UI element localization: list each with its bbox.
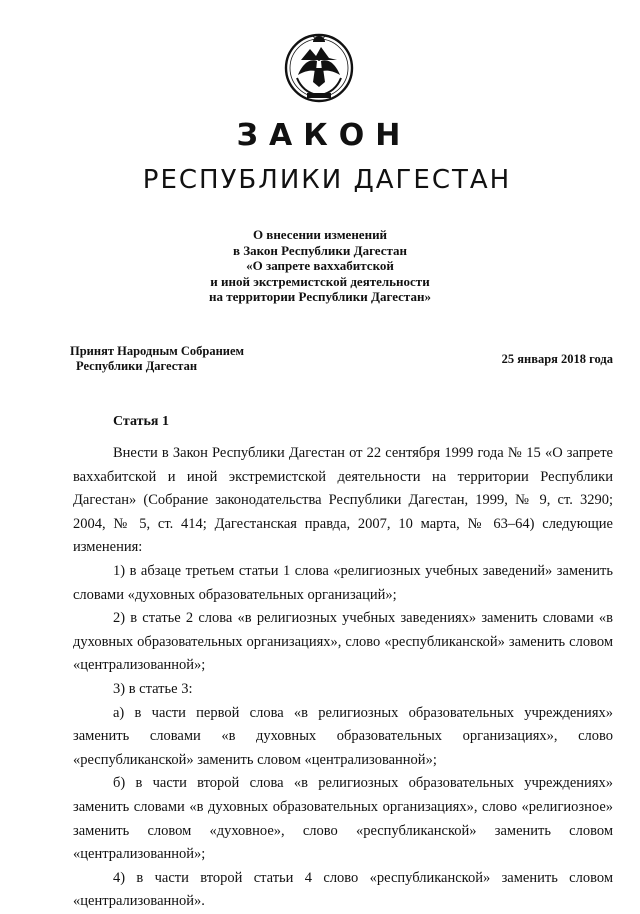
subtitle-line: и иной экстремистской деятельности — [210, 273, 430, 289]
article-paragraph: 2) в статье 2 слова «в религиозных учебных заведениях» заменить словами «в духовных образовательных организациях», слово «республиканской» заменить словом «централизованной»; — [73, 610, 613, 674]
article-paragraph: 3) в статье 3: — [113, 680, 193, 697]
subtitle-line: «О запрете ваххабитской — [246, 258, 394, 273]
article-paragraph: 4) в части второй статьи 4 слово «республиканской» заменить словом «централизованной». — [73, 869, 613, 910]
adoption-line: Республики Дагестан — [76, 359, 198, 373]
article-paragraph: б) в части второй слова «в религиозных образовательных учреждениях» заменить словами «в духовных образовательных организациях», слово «религиозное» заменить словом «духовное», слово «республиканской» заменить словом «централизованной»; — [73, 775, 613, 863]
subtitle-line: на территории Республики Дагестан» — [209, 289, 431, 304]
subtitle-line: О внесении изменений — [252, 227, 388, 242]
law-republic-name: РЕСПУБЛИКИ ДАГЕСТАН — [142, 165, 512, 195]
article-body — [73, 442, 613, 914]
adoption-line: Принят Народным Собранием — [70, 344, 245, 358]
adoption-statement — [70, 344, 244, 374]
article-heading: Статья 1 — [113, 414, 169, 429]
adoption-date: 25 января 2018 года — [501, 352, 613, 366]
article-paragraph: а) в части первой слова «в религиозных образовательных учреждениях» заменить словами «в духовных образовательных организациях», слово «республиканской» заменить словом «централизованной»; — [73, 704, 613, 768]
law-title: ЗАКОН — [236, 118, 412, 153]
article-paragraph: Внести в Закон Республики Дагестан от 22 сентября 1999 года № 15 «О запрете ваххабитской и иной экстремистской деятельности на территории Республики Дагестан» (Собрание законодательства Республики Дагестан, 1999, № 9, ст. 3290; 2004, № 5, ст. 414; Дагестанская правда, 2007, 10 марта, № 63–64) следующие изменения: — [73, 445, 613, 556]
coat-of-arms-emblem — [283, 30, 355, 108]
subtitle-line: в Закон Республики Дагестан — [232, 242, 408, 258]
law-subtitle — [150, 227, 490, 305]
article-paragraph: 1) в абзаце третьем статьи 1 слова «религиозных учебных заведений» заменить словами «духовных образовательных организаций»; — [73, 562, 613, 603]
